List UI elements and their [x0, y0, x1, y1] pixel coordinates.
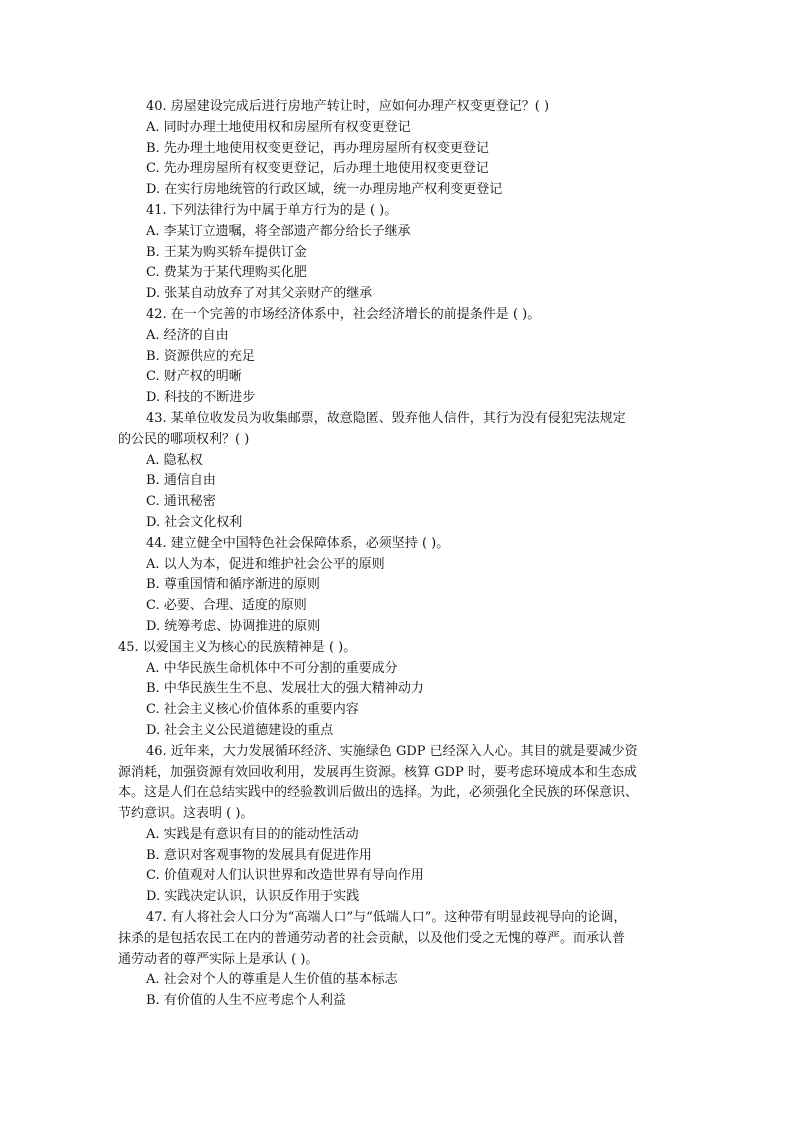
answer-option: D. 科技的不断进步: [146, 390, 256, 406]
answer-option: D. 统筹考虑、协调推进的原则: [146, 618, 321, 634]
answer-option: A. 中华民族生命机体中不可分割的重要成分: [146, 660, 398, 676]
answer-option: B. 尊重国情和循序渐进的原则: [146, 577, 320, 593]
question-block: [118, 201, 678, 305]
question-block: [118, 742, 678, 908]
answer-option: A. 同时办理土地使用权和房屋所有权变更登记: [146, 119, 411, 135]
question-stem: 43. 某单位收发员为收集邮票，故意隐匿、毁弃他人信件，其行为没有侵犯宪法规定: [146, 410, 626, 426]
answer-option: B. 意识对客观事物的发展具有促进作用: [146, 847, 372, 863]
answer-option: D. 社会文化权利: [146, 514, 243, 530]
answer-option: C. 必要、合理、适度的原则: [146, 598, 307, 614]
answer-option: A. 隐私权: [146, 452, 203, 468]
question-block: [118, 908, 678, 1012]
answer-option: B. 通信自由: [146, 473, 216, 489]
answer-option: A. 实践是有意识有目的的能动性活动: [146, 826, 359, 842]
question-list: [118, 97, 678, 1012]
answer-option: B. 有价值的人生不应考虑个人利益: [146, 993, 346, 1009]
answer-option: A. 以人为本，促进和维护社会公平的原则: [146, 556, 385, 572]
question-block: [118, 534, 678, 638]
question-stem-continuation: 本。这是人们在总结实践中的经验教训后做出的选择。为此，必须强化全民族的环保意识、: [118, 785, 639, 801]
answer-option: A. 李某订立遗嘱，将全部遗产都分给长子继承: [146, 223, 411, 239]
answer-option: C. 先办理房屋所有权变更登记，后办理土地使用权变更登记: [146, 161, 489, 177]
answer-option: B. 中华民族生生不息、发展壮大的强大精神动力: [146, 681, 424, 697]
answer-option: A. 社会对个人的尊重是人生价值的基本标志: [146, 972, 398, 988]
question-stem: 41. 下列法律行为中属于单方行为的是 ( )。: [146, 202, 398, 218]
question-block: [118, 409, 678, 534]
answer-option: C. 费某为于某代理购买化肥: [146, 265, 307, 281]
answer-option: D. 实践决定认识，认识反作用于实践: [146, 889, 360, 905]
question-stem: 42. 在一个完善的市场经济体系中，社会经济增长的前提条件是 ( )。: [146, 306, 541, 322]
answer-option: C. 社会主义核心价值体系的重要内容: [146, 702, 359, 718]
question-stem-continuation: 通劳动者的尊严实际上是承认 ( )。: [118, 951, 319, 967]
answer-option: D. 张某自动放弃了对其父亲财产的继承: [146, 286, 373, 302]
question-stem: 44. 建立健全中国特色社会保障体系，必须坚持 ( )。: [146, 535, 450, 551]
answer-option: B. 先办理土地使用权变更登记，再办理房屋所有权变更登记: [146, 140, 489, 156]
question-stem: 40. 房屋建设完成后进行房地产转让时，应如何办理产权变更登记？( ): [146, 99, 550, 114]
question-stem-continuation: 节约意识。这表明 ( )。: [118, 806, 254, 822]
question-stem: 46. 近年来，大力发展循环经济、实施绿色 GDP 已经深入人心。其目的就是要减少资: [146, 743, 638, 759]
question-stem-continuation: 的公民的哪项权利？( ): [118, 431, 250, 447]
answer-option: C. 价值观对人们认识世界和改造世界有导向作用: [146, 868, 424, 884]
question-block: [118, 638, 678, 742]
question-stem-continuation: 抹杀的是包括农民工在内的普通劳动者的社会贡献，以及他们受之无愧的尊严。而承认普: [118, 930, 626, 946]
answer-option: C. 通讯秘密: [146, 494, 216, 510]
question-stem: 45. 以爱国主义为核心的民族精神是 ( )。: [118, 639, 357, 655]
answer-option: B. 资源供应的充足: [146, 348, 255, 364]
question-stem-continuation: 源消耗，加强资源有效回收利用，发展再生资源。核算 GDP 时，要考虑环境成本和生态成: [118, 764, 637, 780]
answer-option: B. 王某为购买轿车提供订金: [146, 244, 307, 260]
question-block: [118, 97, 678, 201]
question-stem: 47. 有人将社会人口分为“高端人口”与“低端人口”。这种带有明显歧视导向的论调，: [146, 910, 627, 926]
answer-option: A. 经济的自由: [146, 327, 229, 343]
question-block: [118, 305, 678, 409]
answer-option: C. 财产权的明晰: [146, 369, 242, 385]
answer-option: D. 社会主义公民道德建设的重点: [146, 722, 334, 738]
answer-option: D. 在实行房地统管的行政区域，统一办理房地产权利变更登记: [146, 182, 503, 198]
